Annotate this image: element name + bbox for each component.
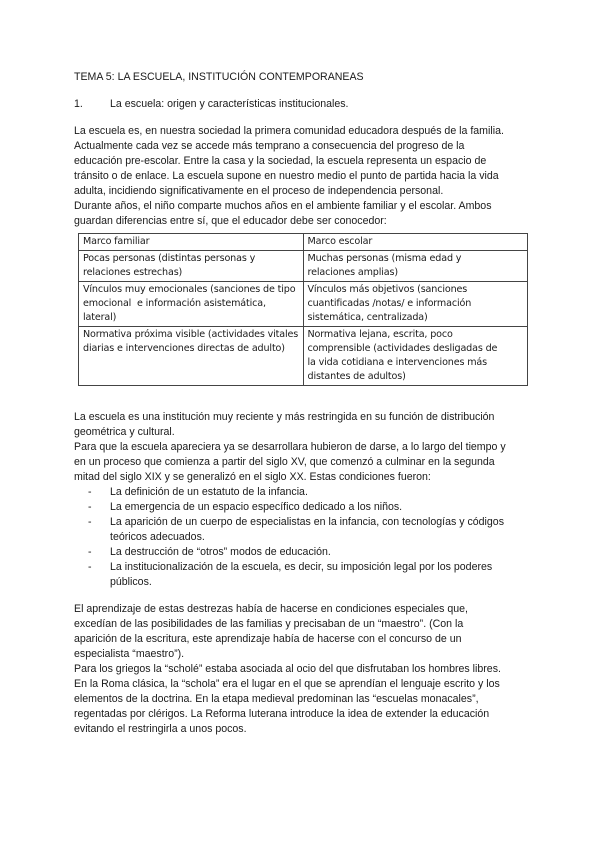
- table-row: [79, 251, 528, 282]
- text-line: El aprendizaje de estas destrezas había de hacerse en condiciones especiales que,: [74, 603, 468, 615]
- table-header-row: [79, 234, 528, 251]
- text-line: La escuela es, en nuestra sociedad la primera comunidad educadora después de la familia.: [74, 125, 504, 137]
- after-table-paragraph-1: [74, 410, 534, 440]
- table-header-cell: Marco escolar: [303, 234, 528, 251]
- cell-line: la vida cotidiana e intervenciones más: [307, 357, 487, 368]
- text-line: Actualmente cada vez se accede más temprano a consecuencia del progreso de la: [74, 140, 465, 152]
- section-heading: [74, 97, 534, 112]
- list-item: [88, 500, 534, 515]
- cell-line: relaciones amplias): [307, 267, 398, 278]
- text-line: La definición de un estatuto de la infancia.: [110, 486, 308, 498]
- text-line: La escuela es una institución muy reciente y más restringida en su función de distribución: [74, 411, 495, 423]
- text-line: aparición de la escritura, este aprendizaje había de hacerse con el concurso de un: [74, 633, 462, 645]
- list-item: [88, 515, 534, 545]
- list-item: [88, 485, 534, 500]
- text-line: especialista “maestro”).: [74, 648, 185, 660]
- closing-paragraph-1: [74, 602, 534, 662]
- intro-paragraph-1: [74, 124, 534, 199]
- table-cell: [303, 327, 528, 386]
- dash-bullet: -: [88, 486, 92, 498]
- text-line: En la Roma clásica, la “schola” era el lugar en el que se aprendían el lenguaje escrito y los: [74, 678, 500, 690]
- dash-bullet: -: [88, 546, 92, 558]
- conditions-list: [74, 485, 534, 590]
- text-line: en un proceso que comienza a partir del siglo XV, que comenzó a culminar en la segunda: [74, 456, 495, 468]
- text-line: guardan diferencias entre sí, que el educador debe ser conocedor:: [74, 215, 387, 227]
- comparison-table: [78, 233, 528, 386]
- cell-line: Vínculos más objetivos (sanciones: [307, 284, 468, 295]
- text-line: Para los griegos la “scholé” estaba asociada al ocio del que disfrutaban los hombres libres.: [74, 663, 501, 675]
- cell-line: Vínculos muy emocionales (sanciones de tipo: [83, 284, 296, 295]
- document-page: [74, 70, 534, 737]
- intro-paragraph-2: [74, 199, 534, 229]
- cell-line: emocional e información asistemática,: [83, 298, 266, 309]
- cell-line: comprensible (actividades desligadas de: [307, 343, 498, 354]
- table-row: [79, 282, 528, 327]
- text-line: evitando el restringirla a unos pocos.: [74, 723, 247, 735]
- list-item: [88, 545, 534, 560]
- text-line: La aparición de un cuerpo de especialistas en la infancia, con tecnologías y códigos: [110, 516, 504, 528]
- document-title: TEMA 5: LA ESCUELA, INSTITUCIÓN CONTEMPORANEAS: [74, 71, 364, 83]
- text-line: regentadas por clérigos. La Reforma luterana introduce la idea de extender la educación: [74, 708, 490, 720]
- table-cell: [79, 282, 304, 327]
- cell-line: Normativa lejana, escrita, poco: [307, 329, 453, 340]
- cell-line: Pocas personas (distintas personas y: [83, 253, 256, 264]
- text-line: teóricos adecuados.: [110, 531, 205, 543]
- table-cell: [303, 251, 528, 282]
- cell-line: sistemática, centralizada): [307, 312, 428, 323]
- text-line: La institucionalización de la escuela, es decir, su imposición legal por los poderes: [110, 561, 493, 573]
- table-row: [79, 327, 528, 386]
- section-title: La escuela: origen y características institucionales.: [110, 98, 349, 110]
- after-table-paragraph-2: [74, 440, 534, 485]
- list-item: [88, 560, 534, 590]
- cell-line: Normativa próxima visible (actividades vitales: [83, 329, 299, 340]
- cell-line: distantes de adultos): [307, 371, 406, 382]
- dash-bullet: -: [88, 561, 92, 573]
- text-line: Para que la escuela apareciera ya se desarrollara hubieron de darse, a lo largo del tiempo y: [74, 441, 506, 453]
- cell-line: diarias e intervenciones directas de adulto): [83, 343, 285, 354]
- cell-line: relaciones estrechas): [83, 267, 183, 278]
- text-line: educación pre-escolar. Entre la casa y la sociedad, la escuela representa un espacio de: [74, 155, 487, 167]
- table-cell: [79, 327, 304, 386]
- table-cell: [303, 282, 528, 327]
- closing-paragraph-2: [74, 662, 534, 737]
- table-header-cell: Marco familiar: [79, 234, 304, 251]
- text-line: elementos de la doctrina. En la etapa medieval predominan las “escuelas monacales”,: [74, 693, 479, 705]
- dash-bullet: -: [88, 516, 92, 528]
- cell-line: cuantificadas /notas/ e información: [307, 298, 472, 309]
- text-line: excedían de las posibilidades de las familias y precisaban de un “maestro”. (Con la: [74, 618, 464, 630]
- text-line: adulta, incidiendo significativamente en el proceso de independencia personal.: [74, 185, 444, 197]
- dash-bullet: -: [88, 501, 92, 513]
- text-line: tránsito o de enlace. La escuela supone en nuestro medio el punto de partida hacia la vida: [74, 170, 499, 182]
- table-cell: [79, 251, 304, 282]
- cell-line: lateral): [83, 312, 117, 323]
- text-line: públicos.: [110, 576, 152, 588]
- text-line: geométrica y cultural.: [74, 426, 175, 438]
- text-line: La destrucción de “otros” modos de educación.: [110, 546, 331, 558]
- cell-line: Muchas personas (misma edad y: [307, 253, 462, 264]
- text-line: mitad del siglo XIX y se generalizó en el siglo XX. Estas condiciones fueron:: [74, 471, 431, 483]
- section-number: 1.: [74, 98, 83, 110]
- text-line: Durante años, el niño comparte muchos años en el ambiente familiar y el escolar. Ambos: [74, 200, 492, 212]
- text-line: La emergencia de un espacio específico dedicado a los niños.: [110, 501, 403, 513]
